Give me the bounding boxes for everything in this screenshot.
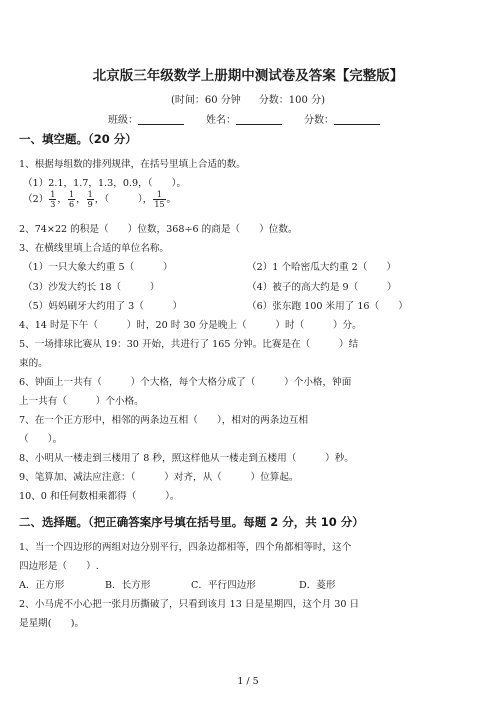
mc-question-2-line-2: 是星期( )。 (19, 618, 85, 629)
student-info-fields (108, 111, 402, 126)
option-c[interactable]: C．平行四边形 (191, 580, 256, 591)
question-6-line-1: 6、钟面上一共有（ ）个大格，每个大格分成了（ ）个小格，钟面 (19, 377, 352, 388)
option-b[interactable]: B．长方形 (105, 580, 151, 591)
section-2-heading: 二、选择题。（把正确答案序号填在括号里。每题 2 分，共 10 分） (19, 515, 364, 529)
mc-question-2-line-1: 2、小马虎不小心把一张月历撕破了，只看到该月 13 日是星期四，这个月 30 日 (19, 599, 360, 610)
class-label: 班级： (108, 115, 138, 126)
section-1-heading: 一、填空题。（20 分） (19, 132, 137, 146)
mc-question-1-line-1: 1、当一个四边形的两组对边分别平行，四条边都相等，四个角都相等时，这个 (19, 542, 352, 553)
question-8: 8、小明从一楼走到三楼用了 8 秒，照这样他从一楼走到五楼用（ ）秒。 (19, 453, 354, 464)
question-1-part-2: （2） $\frac{1}{3}$ ， $\frac{1}{6}$ ， $\frac{1}{9}$ ，（ ）， $\frac{1}{15}$ 。 (23, 190, 177, 209)
question-1-part-1: （1）2.1，1.7，1.3，0.9，（ ）。 (23, 178, 187, 189)
score-info: 分数：100 分) (258, 95, 325, 106)
question-3-part-2: （2）1 个哈密瓜大约重 2（ ） (247, 262, 397, 273)
fraction-1-6: $\frac{1}{6}$ (68, 190, 75, 209)
exam-info (0, 91, 496, 106)
question-3-part-3: （3）沙发大约长 18（ ） (23, 282, 160, 293)
name-label: 姓名： (206, 115, 236, 126)
question-6-line-2: 上一共有（ ）个小格。 (19, 396, 144, 407)
fraction-1-15: $\frac{1}{15}$ (154, 190, 165, 209)
question-7-line-1: 7、在一个正方形中，相邻的两条边互相（ ），相对的两条边互相 (19, 415, 309, 426)
page-title: 北京版三年级数学上册期中测试卷及答案【完整版】 (92, 68, 404, 84)
mc-question-1-options (19, 577, 385, 591)
name-field[interactable] (236, 113, 282, 125)
question-4: 4、14 时是下午（ ）时，20 时 30 分是晚上（ ）时（ ）分。 (19, 320, 362, 331)
score-label: 分数： (304, 115, 334, 126)
question-1: 1、根据每组数的排列规律，在括号里填上合适的数。 (19, 159, 246, 170)
score-field[interactable] (334, 113, 380, 125)
question-3: 3、在横线里填上合适的单位名称。 (19, 243, 170, 254)
question-1-part-2-prefix: （2） (23, 194, 49, 205)
option-a[interactable]: A．正方形 (19, 580, 65, 591)
class-field[interactable] (138, 113, 184, 125)
page-number: 1 / 5 (237, 676, 259, 687)
time-info: (时间：60 分钟 (171, 95, 241, 106)
question-3-part-4: （4）被子的高大约是 9（ ） (247, 282, 397, 293)
mc-question-1-line-2: 四边形是（ ）. (19, 561, 99, 572)
question-2: 2、74×22 的积是（ ）位数，368÷6 的商是（ ）位数。 (19, 224, 298, 235)
question-5-line-2: 束的。 (19, 358, 48, 369)
question-5-line-1: 5、一场排球比赛从 19：30 开始，共进行了 165 分钟。比赛是在（ ）结 (19, 339, 359, 350)
question-3-part-6: （6）张东跑 100 米用了 16（ ） (247, 301, 408, 312)
question-10: 10、0 和任何数相乘都得（ ）。 (19, 491, 180, 502)
question-7-line-2: （ ）。 (19, 434, 63, 445)
question-3-part-5: （5）妈妈刷牙大约用了 3（ ） (23, 301, 183, 312)
question-3-part-1: （1）一只大象大约重 5（ ） (23, 262, 173, 273)
answer-blank: （ ）， (104, 194, 153, 205)
fraction-1-9: $\frac{1}{9}$ (87, 190, 93, 209)
fraction-1-3: $\frac{1}{3}$ (50, 190, 56, 209)
question-9: 9、笔算加、减法应注意：（ ）对齐，从（ ）位算起。 (19, 472, 299, 483)
option-d[interactable]: D．菱形 (299, 580, 336, 591)
